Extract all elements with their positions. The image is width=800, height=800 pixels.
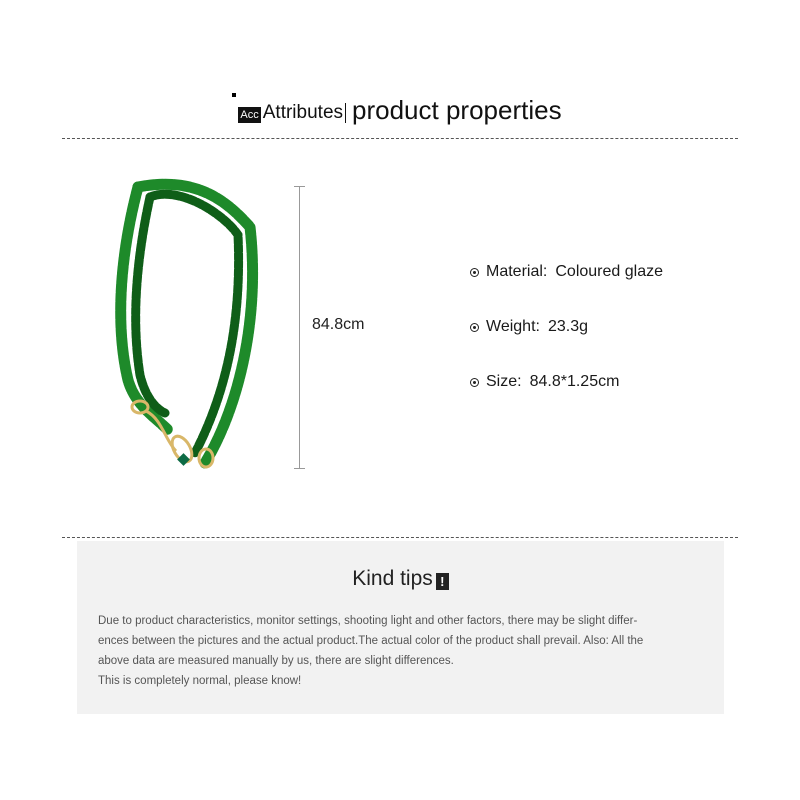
properties-list	[470, 260, 663, 425]
attributes-label: Attributes	[262, 101, 344, 123]
bottom-dashed-divider	[62, 537, 738, 538]
kind-tips-title-text: Kind tips	[352, 567, 433, 590]
property-material	[470, 260, 663, 284]
property-label: Size:	[486, 373, 522, 390]
bullet-icon	[470, 268, 479, 277]
bullet-icon	[470, 378, 479, 387]
tips-line: ences between the pictures and the actual product.The actual color of the product shall prevail. Also: All the	[98, 635, 644, 647]
length-scale-line	[299, 186, 300, 468]
acc-badge: Acc	[240, 108, 259, 121]
section-header	[0, 92, 800, 128]
property-value: Coloured glaze	[555, 263, 663, 280]
header-separator	[345, 103, 346, 123]
property-label: Material:	[486, 263, 548, 280]
property-value: 84.8*1.25cm	[529, 373, 620, 390]
tips-line: This is completely normal, please know!	[98, 675, 302, 687]
necklace-image	[110, 175, 280, 485]
header-inner	[238, 95, 561, 126]
warning-icon: !	[436, 573, 449, 590]
kind-tips-body	[98, 611, 710, 691]
length-scale-cap-bottom	[294, 468, 305, 469]
property-value: 23.3g	[547, 318, 588, 335]
property-label: Weight:	[486, 318, 540, 335]
gemstone-icon	[177, 453, 190, 466]
property-size	[470, 370, 663, 394]
kind-tips-title	[77, 567, 724, 591]
kind-tips-panel	[77, 541, 724, 714]
page-title: product properties	[352, 94, 562, 125]
length-scale-cap-top	[294, 186, 305, 187]
length-label: 84.8cm	[312, 316, 365, 333]
necklace-bead-strand-second-inner	[136, 197, 165, 413]
bullet-icon	[470, 323, 479, 332]
tips-line: Due to product characteristics, monitor settings, shooting light and other factors, there may be slight differ-	[98, 615, 638, 627]
header-dot	[232, 93, 236, 97]
tips-line: above data are measured manually by us, there are slight differences.	[98, 655, 454, 667]
property-weight	[470, 315, 663, 339]
top-dashed-divider	[62, 138, 738, 139]
